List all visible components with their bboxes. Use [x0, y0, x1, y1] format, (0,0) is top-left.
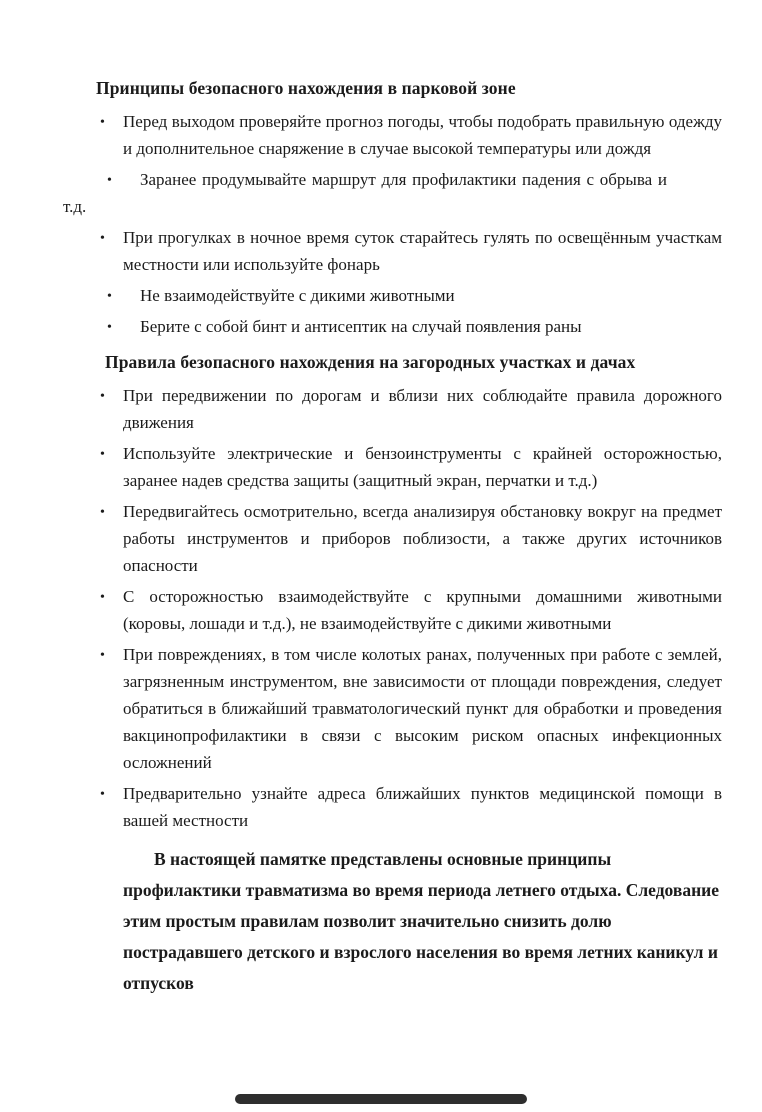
list-item-text: При прогулках в ночное время суток старайтесь гулять по освещённым участкам местности или используйте фонарь [123, 228, 722, 274]
list-item-text: Заранее продумывайте маршрут для профилактики падения с обрыва и т.д. [63, 170, 667, 216]
bullet-icon: • [107, 289, 112, 304]
list-item-text: Предварительно узнайте адреса ближайших пунктов медицинской помощи в вашей местности [123, 784, 722, 830]
heading-park-zone: Принципы безопасного нахождения в парковой зоне [96, 78, 516, 98]
list-item [63, 440, 722, 494]
closing-paragraph: В настоящей памятке представлены основные принципы профилактики травматизма во время периода летнего отдыха. Следование этим простым правилам позволит значительно снизить долю пострадавшего детского и взрослого населения во время летних каникул и отпусков [123, 849, 719, 993]
list-item [63, 166, 722, 220]
list-item [63, 641, 722, 776]
list-item [63, 498, 722, 579]
park-rules-list [63, 108, 722, 340]
bullet-icon: • [100, 389, 105, 404]
bullet-icon: • [107, 320, 112, 335]
list-item-text: Перед выходом проверяйте прогноз погоды, чтобы подобрать правильную одежду и дополнительное снаряжение в случае высокой температуры или дождя [123, 112, 722, 158]
list-item-text: Берите с собой бинт и антисептик на случай появления раны [140, 317, 582, 336]
list-item-text: Передвигайтесь осмотрительно, всегда анализируя обстановку вокруг на предмет работы инструментов и приборов поблизости, а также других источников опасности [123, 502, 722, 575]
bullet-icon: • [100, 505, 105, 520]
list-item [63, 583, 722, 637]
bullet-icon: • [100, 648, 105, 663]
list-item [63, 382, 722, 436]
bullet-icon: • [100, 787, 105, 802]
list-item [63, 282, 722, 309]
bullet-icon: • [100, 447, 105, 462]
bullet-icon: • [100, 590, 105, 605]
bullet-icon: • [100, 115, 105, 130]
list-item [63, 108, 722, 162]
list-item-text: Не взаимодействуйте с дикими животными [140, 286, 455, 305]
list-item [63, 313, 722, 340]
list-item-text: При повреждениях, в том числе колотых ранах, полученных при работе с землей, загрязненным инструментом, вне зависимости от площади повреждения, следует обратиться в ближайший травматологический пункт для обработки и проведения вакцинопрофилактики в связи с высоким риском опасных инфекционных осложнений [123, 645, 722, 772]
list-item-text: Используйте электрические и бензоинструменты с крайней осторожностью, заранее надев средства защиты (защитный экран, перчатки и т.д.) [123, 444, 722, 490]
list-item-text: При передвижении по дорогам и вблизи них соблюдайте правила дорожного движения [123, 386, 722, 432]
list-item [63, 780, 722, 834]
bullet-icon: • [107, 173, 112, 188]
heading-country-house: Правила безопасного нахождения на загородных участках и дачах [105, 352, 636, 372]
scroll-indicator[interactable] [235, 1094, 527, 1104]
list-item-text: С осторожностью взаимодействуйте с крупными домашними животными (коровы, лошади и т.д.), не взаимодействуйте с дикими животными [123, 587, 722, 633]
list-item [63, 224, 722, 278]
bullet-icon: • [100, 231, 105, 246]
country-rules-list [63, 382, 722, 834]
